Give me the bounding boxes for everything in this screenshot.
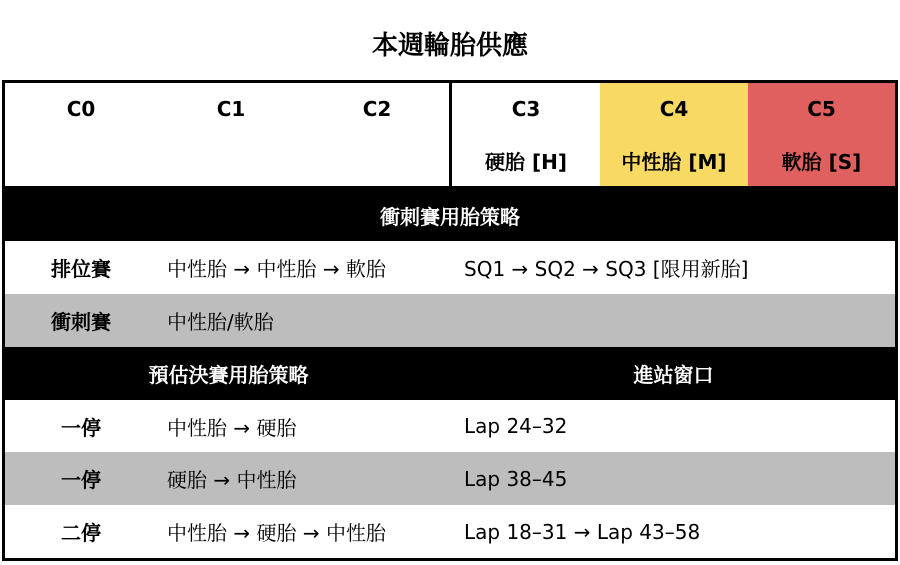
compound-c3-hard: C3 硬胎 [H] [452,83,600,186]
race-strategy-title: 預估決賽用胎策略 [148,363,309,387]
row-window: Lap 38–45 [464,466,568,491]
race-section-header [5,347,895,400]
page-title: 本週輪胎供應 [371,31,528,61]
row-strategy: 硬胎 → 中性胎 [167,468,297,492]
row-strategy: 中性胎 → 硬胎 [167,415,297,440]
table-row [5,505,895,558]
row-strategy: 中性胎/軟胎 [167,310,274,334]
table-row [5,400,895,452]
row-label: 衝刺賽 [51,310,111,334]
compound-c2: C2 [305,83,452,186]
tyre-table [2,80,898,561]
pit-window-title: 進站窗口 [633,363,714,387]
table-row [5,241,895,294]
row-note: SQ1 → SQ2 → SQ3 [限用新胎] [464,257,749,281]
row-strategy: 中性胎 → 中性胎 → 軟胎 [167,257,386,281]
row-strategy: 中性胎 → 硬胎 → 中性胎 [167,521,386,545]
compound-c5-soft: C5 軟胎 [S] [748,83,895,186]
row-label: 二停 [61,521,101,545]
row-label: 一停 [61,468,101,492]
sprint-section-title: 衝刺賽用胎策略 [380,204,520,229]
compound-c1: C1 [157,83,305,186]
sprint-section-header [5,189,895,241]
compound-header-row [5,83,895,189]
table-row [5,294,895,347]
table-row [5,452,895,505]
row-window: Lap 24–32 [464,414,568,438]
row-label: 一停 [61,415,101,440]
row-label: 排位賽 [51,257,111,281]
compound-c4-medium: C4 中性胎 [M] [600,83,748,186]
row-window: Lap 18–31 → Lap 43–58 [464,519,701,544]
compound-c0: C0 [5,83,157,186]
